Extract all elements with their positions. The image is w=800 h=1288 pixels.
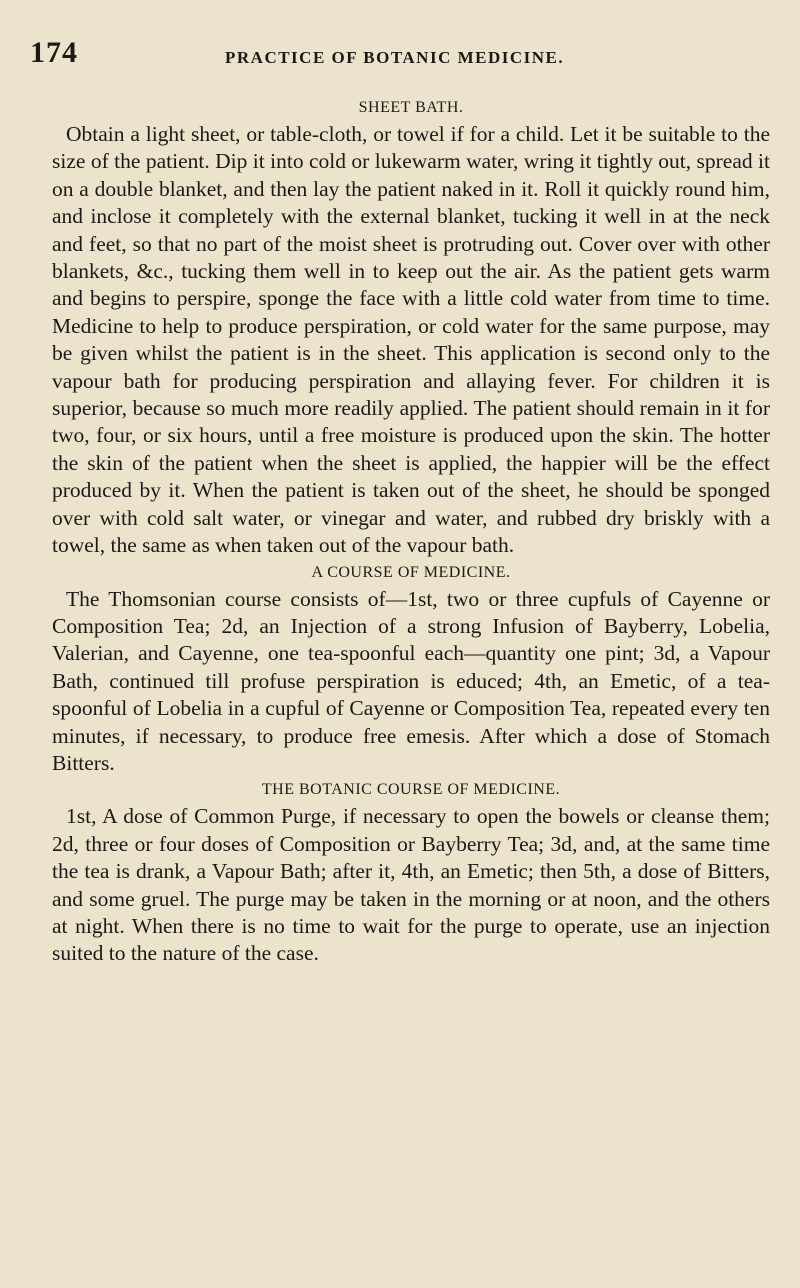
paragraph-course-of-medicine: The Thomsonian course consists of—1st, two or three cupfuls of Cayenne or Composition Tea; 2d, an Injection of a strong Infusion of Bayberry, Lobelia, Valerian, and Cayenne, one tea-spoonful each—quantity one pint; 3d, a Vapour Bath, continued till profuse perspiration is educed; 4th, an Emetic, of a tea-spoonful of Lobelia in a cupful of Cayenne or Composition Tea, repeated every ten minutes, if necessary, to produce free emesis. After which a dose of Stomach Bitters.: [52, 586, 770, 775]
section-heading-sheet-bath: SHEET BATH.: [358, 99, 464, 116]
paragraph-botanic-course: 1st, A dose of Common Purge, if necessary to open the bowels or cleanse them; 2d, three or four doses of Composition or Bayberry Tea; 3d, and, at the same time the tea is drank, a Vapour Bath; after it, 4th, an Emetic; then 5th, a dose of Bitters, and some gruel. The purge may be taken in the morning or at noon, and the others at night. When there is no time to wait for the purge to operate, use an injection suited to the nature of the case.: [52, 804, 770, 966]
paragraph-sheet-bath: Obtain a light sheet, or table-cloth, or towel if for a child. Let it be suitable to the size of the patient. Dip it into cold or lukewarm water, wring it tightly out, spread it on a double blanket, and then lay the patient naked in it. Roll it quickly round him, and inclose it completely with the external blanket, tucking it well in at the neck and feet, so that no part of the moist sheet is protruding out. Cover over with other blankets, &c., tucking them well in to keep out the air. As the patient gets warm and begins to perspire, sponge the face with a little cold water from time to time. Medicine to help to produce perspiration, or cold water for the same purpose, may be given whilst the patient is in the sheet. This application is second only to the vapour bath for producing perspiration and allaying fever. For children it is superior, because so much more readily applied. The patient should remain in it for two, four, or six hours, until a free moisture is produced upon the skin. The hotter the skin of the patient when the sheet is applied, the happier will be the effect produced by it. When the patient is taken out of the sheet, he should be sponged over with cold salt water, or vinegar and water, and rubbed dry briskly with a towel, the same as when taken out of the vapour bath.: [52, 122, 770, 558]
page-number: 174: [30, 36, 78, 69]
body-text: [52, 95, 770, 968]
running-title: PRACTICE OF BOTANIC MEDICINE.: [225, 48, 565, 67]
section-heading-botanic-course: THE BOTANIC COURSE OF MEDICINE.: [261, 781, 561, 799]
section-heading-course-of-medicine: A COURSE OF MEDICINE.: [311, 563, 511, 581]
